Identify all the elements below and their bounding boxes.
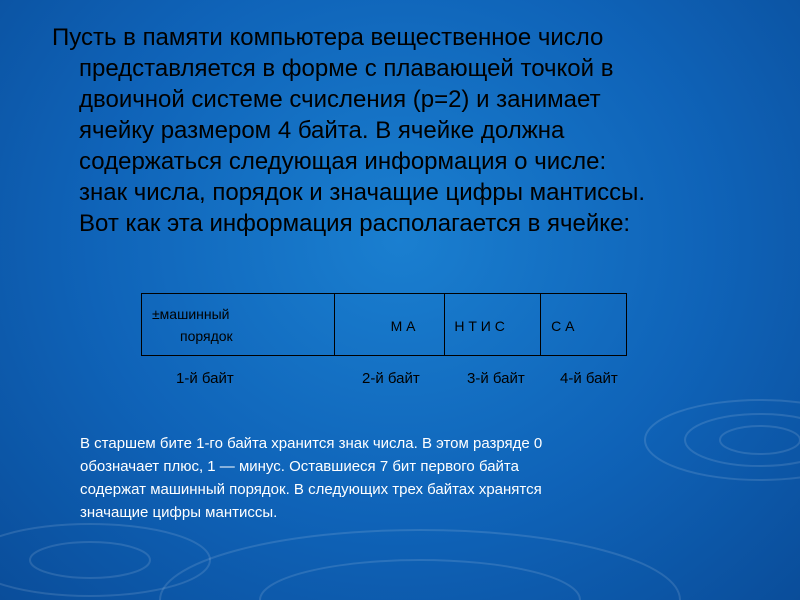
note-paragraph [80, 432, 730, 524]
byte-label: 2-й байт [362, 370, 420, 387]
paragraph-line: знак числа, порядок и значащие цифры мантиссы. [79, 179, 646, 206]
paragraph-line: Вот как эта информация располагается в ячейке: [79, 210, 631, 237]
note-line: содержат машинный порядок. В следующих трех байтах хранятся [80, 481, 542, 498]
paragraph-line: ячейку размером 4 байта. В ячейке должна [79, 117, 565, 144]
paragraph-line: содержаться следующая информация о числе: [79, 148, 607, 175]
paragraph-line: Пусть в памяти компьютера вещественное число [52, 24, 604, 51]
cell-text: М А [390, 318, 416, 334]
note-line: значащие цифры мантиссы. [80, 504, 278, 521]
note-line: В старшем бите 1-го байта хранится знак числа. В этом разряде 0 [80, 435, 543, 452]
byte-3-cell [445, 294, 541, 356]
paragraph-line: представляется в форме с плавающей точкой в [79, 55, 614, 82]
byte-label: 1-й байт [176, 370, 234, 387]
cell-text: Н Т И С [454, 318, 505, 334]
byte-2-cell [334, 294, 445, 356]
memory-cell-table [141, 293, 627, 356]
byte-label: 3-й байт [467, 370, 525, 387]
byte-label: 4-й байт [560, 370, 618, 387]
cell-text: ±машинный [152, 306, 230, 322]
byte-1-cell [142, 294, 335, 356]
paragraph-line: двоичной системе счисления (р=2) и занимает [79, 86, 601, 113]
byte-4-cell [541, 294, 627, 356]
note-line: обозначает плюс, 1 — минус. Оставшиеся 7 бит первого байта [80, 458, 519, 475]
cell-text: С А [551, 318, 575, 334]
cell-text: порядок [180, 328, 233, 344]
main-paragraph [52, 22, 752, 239]
